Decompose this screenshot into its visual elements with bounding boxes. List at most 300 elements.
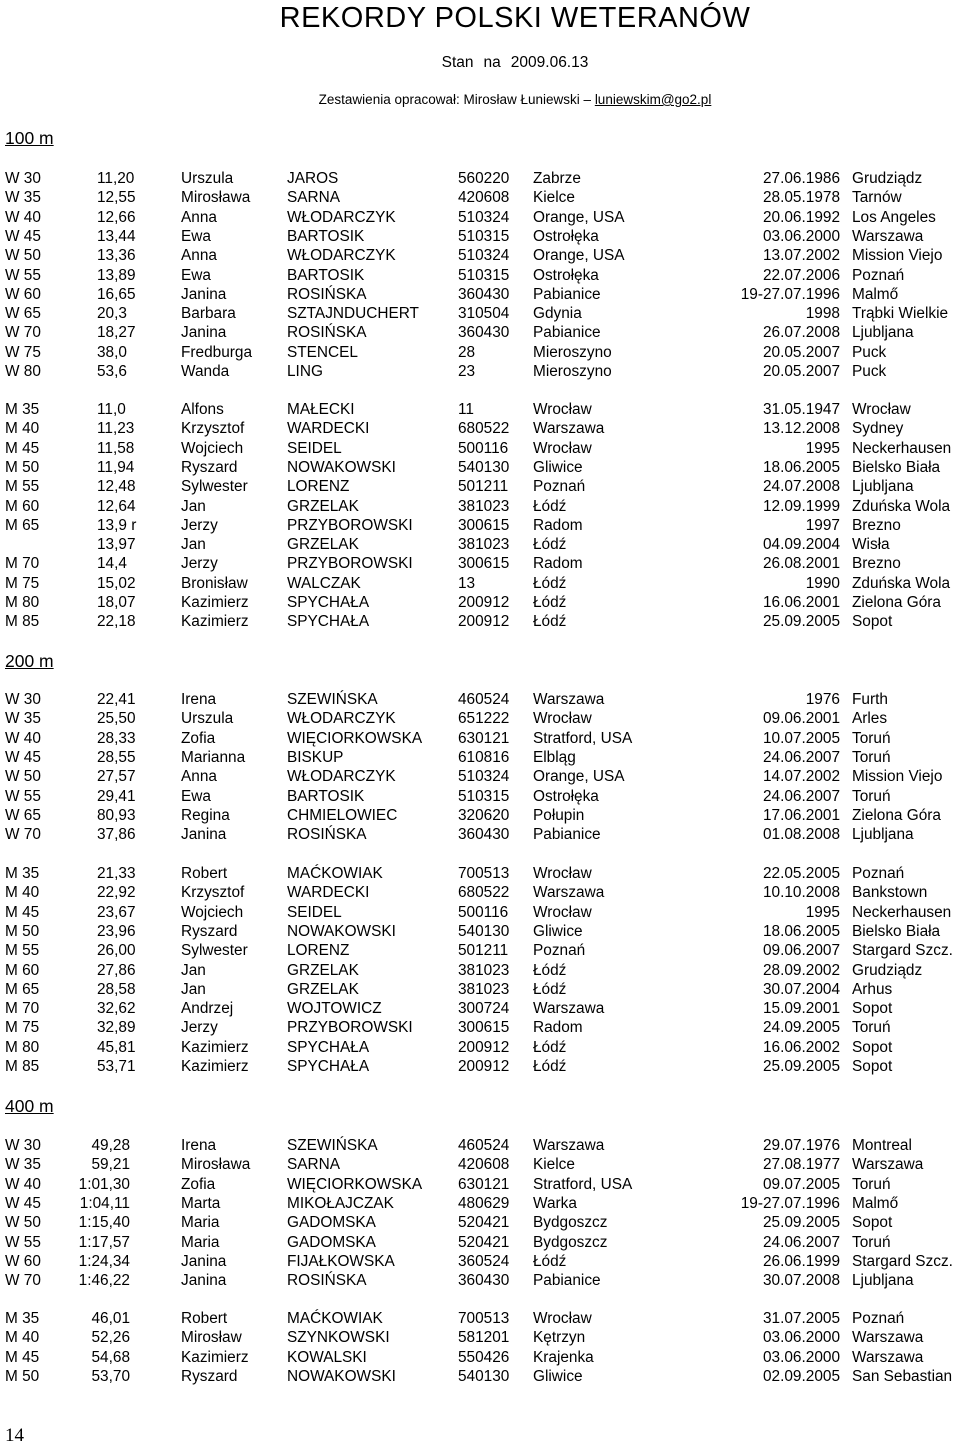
cell-result: 11,0: [97, 401, 126, 418]
cell-city: Stargard Szcz.: [852, 1252, 953, 1270]
cell-first-name: Kazimierz: [181, 1038, 249, 1056]
cell-result: 13,44: [97, 227, 136, 245]
table-row: [5, 594, 960, 613]
cell-city: Toruń: [852, 748, 891, 766]
cell-city: Sopot: [852, 1038, 893, 1056]
cell-first-name: Janina: [181, 1272, 227, 1290]
cell-date: 30.07.2008: [762, 1272, 840, 1290]
cell-city: Brezno: [852, 516, 901, 534]
cell-city: Tarnów: [852, 189, 902, 207]
cell-city: Grudziądz: [852, 961, 923, 979]
cell-place: Pabianice: [533, 324, 601, 342]
cell-result: 59,21: [91, 1156, 130, 1174]
cell-date: 20.05.2007: [762, 343, 840, 361]
cell-place: Wrocław: [533, 439, 592, 457]
page-number: 14: [5, 1425, 24, 1446]
cell-last-name: LORENZ: [287, 478, 350, 496]
cell-last-name: SPYCHAŁA: [287, 1058, 370, 1075]
cell-result: 12,55: [97, 189, 136, 207]
cell-place: Ostrołęka: [533, 227, 599, 245]
cell-result: 21,33: [97, 865, 136, 882]
cell-last-name: WALCZAK: [287, 574, 361, 592]
table-row: [5, 170, 960, 189]
cell-first-name: Mirosław: [181, 1329, 242, 1347]
cell-category: W 55: [5, 1233, 41, 1251]
cell-category: W 30: [5, 1137, 41, 1154]
cell-first-name: Maria: [181, 1233, 220, 1251]
cell-birth-code: 520421: [458, 1214, 510, 1232]
table-row: [5, 228, 960, 247]
cell-birth-code: 540130: [458, 458, 510, 476]
cell-date: 24.06.2007: [762, 1233, 840, 1251]
cell-city: Sopot: [852, 1058, 893, 1075]
cell-result: 16,65: [97, 285, 136, 303]
cell-city: Ljubljana: [852, 1272, 914, 1290]
cell-date: 28.09.2002: [762, 961, 840, 979]
cell-date: 1976: [805, 691, 840, 708]
cell-category: W 55: [5, 266, 41, 284]
cell-category: W 35: [5, 189, 41, 207]
cell-last-name: GRZELAK: [287, 536, 359, 554]
cell-birth-code: 381023: [458, 536, 510, 554]
cell-result: 15,02: [97, 574, 136, 592]
cell-birth-code: 200912: [458, 613, 510, 631]
cell-city: Mission Viejo: [852, 768, 943, 786]
cell-city: Grudziądz: [852, 170, 923, 187]
cell-first-name: Fredburga: [181, 343, 253, 361]
table-row: [5, 344, 960, 363]
cell-birth-code: 300615: [458, 1019, 510, 1037]
cell-first-name: Jerzy: [181, 516, 218, 534]
cell-last-name: ROSIŃSKA: [287, 285, 367, 303]
cell-first-name: Robert: [181, 865, 228, 882]
table-row: [5, 498, 960, 517]
table-row: [5, 1310, 960, 1329]
cell-category: M 80: [5, 594, 40, 611]
cell-category: W 80: [5, 363, 41, 380]
cell-last-name: SARNA: [287, 1156, 341, 1174]
cell-place: Elbląg: [533, 748, 576, 766]
cell-date: 09.07.2005: [762, 1175, 840, 1193]
cell-category: M 55: [5, 942, 40, 960]
cell-last-name: MAĆKOWIAK: [287, 1310, 383, 1327]
cell-birth-code: 200912: [458, 1038, 510, 1056]
cell-last-name: KOWALSKI: [287, 1348, 367, 1366]
cell-birth-code: 200912: [458, 1058, 510, 1075]
cell-category: M 45: [5, 903, 40, 921]
cell-result: 29,41: [97, 787, 136, 805]
cell-result: 13,36: [97, 247, 136, 265]
cell-last-name: BARTOSIK: [287, 787, 365, 805]
table-row: [5, 807, 960, 826]
cell-birth-code: 23: [458, 363, 476, 380]
table-row: [5, 1214, 960, 1233]
cell-date: 15.09.2001: [762, 1000, 840, 1018]
cell-date: 01.08.2008: [762, 826, 840, 844]
table-row: [5, 710, 960, 729]
cell-date: 26.06.1999: [762, 1252, 840, 1270]
cell-result: 28,33: [97, 729, 136, 747]
cell-place: Wrocław: [533, 903, 592, 921]
cell-first-name: Jerzy: [181, 555, 218, 573]
cell-first-name: Jerzy: [181, 1019, 218, 1037]
cell-last-name: ROSIŃSKA: [287, 826, 367, 844]
table-row: [5, 324, 960, 343]
table-row: [5, 865, 960, 884]
cell-date: 22.05.2005: [762, 865, 840, 882]
cell-city: Warszawa: [852, 1156, 924, 1174]
cell-birth-code: 28: [458, 343, 476, 361]
table-row: [5, 904, 960, 923]
cell-last-name: SZYNKOWSKI: [287, 1329, 390, 1347]
cell-last-name: NOWAKOWSKI: [287, 922, 396, 940]
cell-last-name: SPYCHAŁA: [287, 1038, 370, 1056]
cell-city: Warszawa: [852, 1329, 924, 1347]
cell-first-name: Janina: [181, 826, 227, 844]
cell-city: Warszawa: [852, 227, 924, 245]
cell-place: Kętrzyn: [533, 1329, 586, 1347]
cell-result: 11,23: [97, 420, 135, 438]
cell-last-name: BISKUP: [287, 748, 344, 766]
cell-last-name: STENCEL: [287, 343, 358, 361]
cell-category: W 50: [5, 768, 41, 786]
cell-first-name: Ewa: [181, 266, 211, 284]
cell-result: 52,26: [91, 1329, 130, 1347]
cell-birth-code: 510315: [458, 227, 510, 245]
cell-first-name: Janina: [181, 324, 227, 342]
cell-birth-code: 520421: [458, 1233, 510, 1251]
table-row: [5, 1176, 960, 1195]
cell-city: Warszawa: [852, 1348, 924, 1366]
cell-birth-code: 510315: [458, 787, 510, 805]
cell-result: 46,01: [91, 1310, 130, 1327]
cell-category: M 75: [5, 1019, 40, 1037]
cell-first-name: Wojciech: [181, 903, 244, 921]
cell-city: Toruń: [852, 1019, 891, 1037]
table-row: [5, 555, 960, 574]
cell-result: 18,27: [97, 324, 136, 342]
cell-category: M 35: [5, 865, 40, 882]
cell-birth-code: 510324: [458, 247, 510, 265]
cell-place: Orange, USA: [533, 247, 625, 265]
cell-birth-code: 560220: [458, 170, 510, 187]
cell-place: Zabrze: [533, 170, 581, 187]
cell-date: 13.12.2008: [762, 420, 840, 438]
cell-result: 32,62: [97, 1000, 136, 1018]
cell-birth-code: 630121: [458, 729, 510, 747]
status-word: na: [483, 54, 501, 71]
cell-birth-code: 320620: [458, 806, 510, 824]
cell-category: W 70: [5, 826, 41, 844]
cell-result: 80,93: [97, 806, 136, 824]
cell-last-name: GADOMSKA: [287, 1214, 376, 1232]
cell-city: Zduńska Wola: [852, 497, 951, 515]
cell-city: Toruń: [852, 1175, 891, 1193]
cell-date: 27.06.1986: [762, 170, 840, 187]
cell-place: Wrocław: [533, 1310, 592, 1327]
cell-birth-code: 550426: [458, 1348, 510, 1366]
cell-city: Malmő: [852, 285, 899, 303]
cell-result: 11,20: [97, 170, 135, 187]
table-row: [5, 1368, 960, 1387]
cell-last-name: SEIDEL: [287, 903, 342, 921]
cell-last-name: WIĘCIORKOWSKA: [287, 729, 423, 747]
cell-birth-code: 480629: [458, 1194, 510, 1212]
cell-place: Stratford, USA: [533, 729, 633, 747]
cell-last-name: ROSIŃSKA: [287, 324, 367, 342]
cell-result: 26,00: [97, 942, 136, 960]
cell-city: Trąbki Wielkie: [852, 305, 949, 323]
cell-category: W 40: [5, 729, 41, 747]
cell-first-name: Bronisław: [181, 574, 248, 592]
cell-result: 11,58: [97, 439, 135, 457]
cell-place: Mieroszyno: [533, 343, 612, 361]
cell-place: Łódź: [533, 1058, 567, 1075]
cell-birth-code: 381023: [458, 980, 510, 998]
cell-last-name: GRZELAK: [287, 497, 359, 515]
cell-result: 28,58: [97, 980, 136, 998]
cell-result: 49,28: [91, 1137, 130, 1154]
cell-category: W 45: [5, 227, 41, 245]
cell-last-name: CHMIELOWIEC: [287, 806, 398, 824]
cell-place: Łódź: [533, 1038, 567, 1056]
cell-city: Ljubljana: [852, 478, 914, 496]
cell-first-name: Mirosława: [181, 1156, 251, 1174]
cell-date: 1998: [805, 305, 840, 323]
table-row: [5, 401, 960, 420]
cell-result: 45,81: [97, 1038, 136, 1056]
cell-city: Malmő: [852, 1194, 899, 1212]
table-row: [5, 1329, 960, 1348]
cell-last-name: GADOMSKA: [287, 1233, 376, 1251]
cell-place: Radom: [533, 516, 583, 534]
cell-city: Toruń: [852, 787, 891, 805]
cell-category: W 35: [5, 710, 41, 728]
cell-category: M 65: [5, 516, 40, 534]
cell-place: Poznań: [533, 942, 586, 960]
cell-category: M 85: [5, 613, 40, 631]
cell-birth-code: 501211: [458, 942, 509, 960]
cell-first-name: Krzysztof: [181, 884, 245, 902]
cell-date: 1990: [805, 574, 840, 592]
cell-birth-code: 540130: [458, 1367, 510, 1385]
cell-place: Warszawa: [533, 1000, 605, 1018]
cell-city: Ljubljana: [852, 324, 914, 342]
table-row: [5, 788, 960, 807]
cell-last-name: WARDECKI: [287, 420, 370, 438]
cell-last-name: NOWAKOWSKI: [287, 1367, 396, 1385]
cell-result: 12,66: [97, 208, 136, 226]
cell-birth-code: 510324: [458, 208, 510, 226]
cell-result: 28,55: [97, 748, 136, 766]
cell-date: 17.06.2001: [762, 806, 840, 824]
cell-first-name: Anna: [181, 247, 217, 265]
cell-birth-code: 500116: [458, 439, 509, 457]
section-title: 200 m: [5, 651, 54, 671]
cell-birth-code: 300615: [458, 555, 510, 573]
cell-city: Poznań: [852, 1310, 905, 1327]
cell-first-name: Janina: [181, 285, 227, 303]
cell-result: 18,07: [97, 594, 136, 611]
table-row: [5, 209, 960, 228]
cell-place: Mieroszyno: [533, 363, 612, 380]
cell-category: M 35: [5, 401, 40, 418]
cell-date: 09.06.2001: [762, 710, 840, 728]
cell-birth-code: 11: [458, 401, 474, 418]
cell-first-name: Ryszard: [181, 922, 238, 940]
cell-last-name: LORENZ: [287, 942, 350, 960]
cell-birth-code: 13: [458, 574, 476, 592]
cell-category: M 85: [5, 1058, 40, 1075]
table-row: [5, 768, 960, 787]
cell-result: 22,92: [97, 884, 136, 902]
cell-birth-code: 420608: [458, 189, 510, 207]
cell-date: 25.09.2005: [762, 1058, 840, 1075]
table-row: [5, 1000, 960, 1019]
cell-first-name: Wojciech: [181, 439, 244, 457]
cell-place: Warszawa: [533, 884, 605, 902]
cell-category: W 35: [5, 1156, 41, 1174]
cell-category: M 70: [5, 1000, 40, 1018]
cell-category: W 65: [5, 305, 41, 323]
cell-first-name: Maria: [181, 1214, 220, 1232]
cell-result: 32,89: [97, 1019, 136, 1037]
table-row: [5, 189, 960, 208]
cell-city: San Sebastian: [852, 1367, 953, 1385]
cell-date: 19-27.07.1996: [740, 285, 840, 303]
cell-category: W 40: [5, 208, 41, 226]
cell-date: 26.07.2008: [762, 324, 840, 342]
cell-last-name: GRZELAK: [287, 980, 359, 998]
cell-city: Bankstown: [852, 884, 928, 902]
cell-date: 25.09.2005: [762, 1214, 840, 1232]
cell-last-name: MIKOŁAJCZAK: [287, 1194, 394, 1212]
cell-birth-code: 700513: [458, 865, 510, 882]
cell-first-name: Sylwester: [181, 942, 248, 960]
cell-city: Sopot: [852, 1214, 893, 1232]
cell-city: Sydney: [852, 420, 904, 438]
table-row: [5, 1039, 960, 1058]
cell-birth-code: 360430: [458, 826, 510, 844]
table-row: [5, 478, 960, 497]
cell-place: Łódź: [533, 980, 567, 998]
cell-birth-code: 300615: [458, 516, 510, 534]
cell-category: M 40: [5, 884, 40, 902]
cell-result: 13,97: [97, 536, 136, 554]
cell-city: Stargard Szcz.: [852, 942, 953, 960]
cell-place: Bydgoszcz: [533, 1233, 608, 1251]
cell-first-name: Kazimierz: [181, 1348, 249, 1366]
cell-date: 19-27.07.1996: [740, 1194, 840, 1212]
cell-last-name: SARNA: [287, 189, 341, 207]
cell-date: 02.09.2005: [762, 1367, 840, 1385]
status-line: [0, 54, 960, 72]
cell-date: 03.06.2000: [762, 1329, 840, 1347]
cell-first-name: Ewa: [181, 227, 211, 245]
cell-first-name: Ryszard: [181, 458, 238, 476]
cell-category: M 50: [5, 922, 40, 940]
cell-category: W 45: [5, 748, 41, 766]
cell-place: Ostrołęka: [533, 266, 599, 284]
table-row: [5, 1058, 960, 1077]
cell-place: Gdynia: [533, 305, 582, 323]
cell-category: M 50: [5, 1367, 40, 1385]
cell-date: 28.05.1978: [762, 189, 840, 207]
cell-category: M 60: [5, 961, 40, 979]
cell-result: 14,4: [97, 555, 127, 573]
cell-date: 10.07.2005: [762, 729, 840, 747]
cell-place: Wrocław: [533, 710, 592, 728]
cell-category: M 40: [5, 1329, 40, 1347]
cell-category: W 45: [5, 1194, 41, 1212]
table-row: [5, 363, 960, 382]
credits-email-link[interactable]: luniewskim@go2.pl: [594, 92, 712, 107]
cell-last-name: GRZELAK: [287, 961, 359, 979]
table-row: [5, 923, 960, 942]
cell-date: 16.06.2001: [762, 594, 840, 611]
cell-date: 24.06.2007: [762, 748, 840, 766]
cell-last-name: BARTOSIK: [287, 266, 365, 284]
cell-result: 13,89: [97, 266, 136, 284]
cell-place: Orange, USA: [533, 208, 625, 226]
cell-birth-code: 360524: [458, 1252, 510, 1270]
cell-result: 27,57: [97, 768, 136, 786]
cell-first-name: Barbara: [181, 305, 236, 323]
cell-first-name: Zofia: [181, 729, 216, 747]
cell-result: 1:46,22: [78, 1272, 130, 1290]
cell-category: W 50: [5, 1214, 41, 1232]
cell-last-name: MAŁECKI: [287, 401, 355, 418]
table-row: [5, 1019, 960, 1038]
cell-category: M 45: [5, 439, 40, 457]
cell-birth-code: 381023: [458, 497, 510, 515]
table-row: [5, 1253, 960, 1272]
cell-category: M 55: [5, 478, 40, 496]
cell-city: Zielona Góra: [852, 594, 941, 611]
cell-date: 04.09.2004: [762, 536, 840, 554]
cell-first-name: Andrzej: [181, 1000, 234, 1018]
cell-last-name: MAĆKOWIAK: [287, 865, 383, 882]
cell-place: Radom: [533, 555, 583, 573]
cell-city: Brezno: [852, 555, 901, 573]
credits-line: [0, 92, 960, 107]
cell-first-name: Irena: [181, 1137, 217, 1154]
cell-first-name: Alfons: [181, 401, 224, 418]
cell-last-name: SPYCHAŁA: [287, 613, 370, 631]
cell-birth-code: 581201: [458, 1329, 510, 1347]
cell-date: 25.09.2005: [762, 613, 840, 631]
cell-category: M 80: [5, 1038, 40, 1056]
cell-result: 22,41: [97, 691, 136, 708]
cell-birth-code: 630121: [458, 1175, 510, 1193]
cell-date: 14.07.2002: [762, 768, 840, 786]
cell-birth-code: 381023: [458, 961, 510, 979]
cell-last-name: LING: [287, 363, 323, 380]
cell-last-name: PRZYBOROWSKI: [287, 516, 413, 534]
cell-place: Gliwice: [533, 458, 583, 476]
cell-date: 03.06.2000: [762, 1348, 840, 1366]
cell-birth-code: 510324: [458, 768, 510, 786]
cell-date: 22.07.2006: [762, 266, 840, 284]
cell-result: 12,64: [97, 497, 136, 515]
table-row: [5, 1137, 960, 1156]
table-row: [5, 286, 960, 305]
cell-result: 53,6: [97, 363, 127, 380]
table-row: [5, 730, 960, 749]
cell-last-name: WOJTOWICZ: [287, 1000, 382, 1018]
cell-last-name: WIĘCIORKOWSKA: [287, 1175, 423, 1193]
section-title: 100 m: [5, 128, 54, 148]
